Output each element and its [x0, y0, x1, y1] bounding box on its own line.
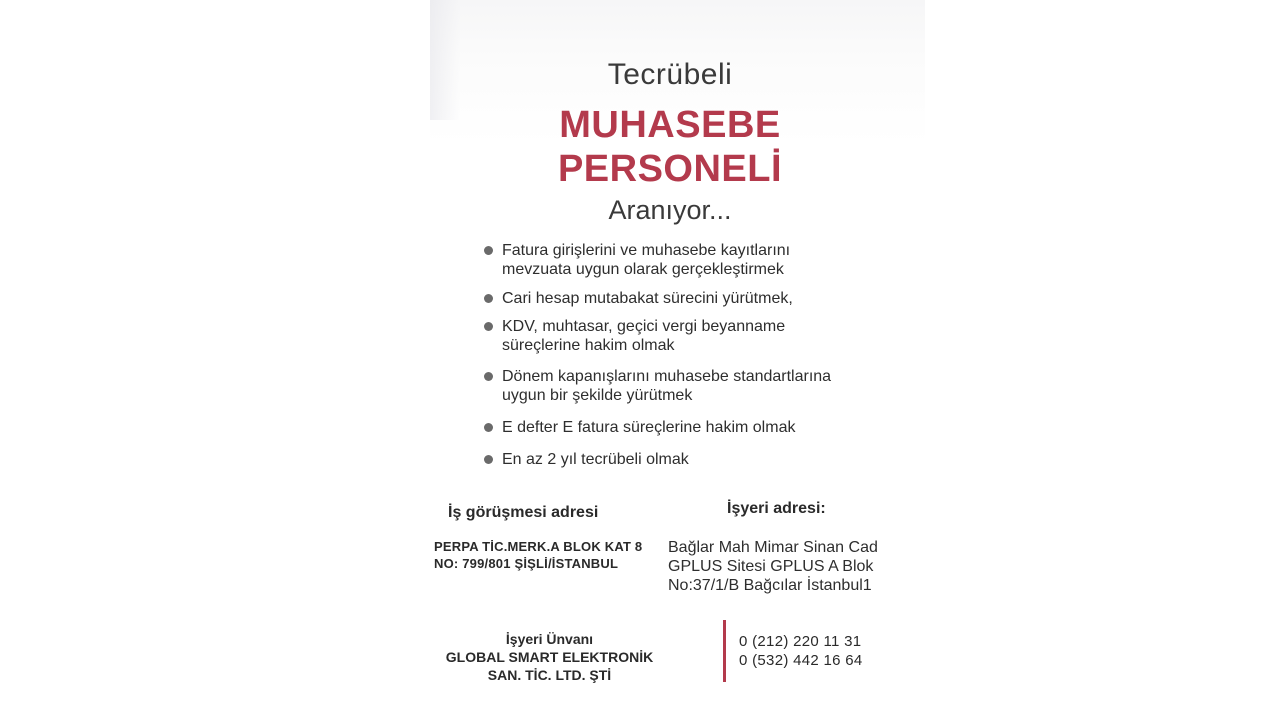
duty-line: süreçlerine hakim olmak [502, 337, 675, 354]
duty-line: Cari hesap mutabakat sürecini yürütmek, [502, 290, 793, 307]
experienced-heading: Tecrübeli [607, 58, 733, 91]
bullet-dot-icon [484, 294, 493, 303]
duty-item [480, 367, 880, 405]
duty-item [480, 418, 880, 437]
phone-number: 0 (212) 220 11 31 [739, 633, 862, 650]
duty-item [480, 241, 880, 279]
interview-address-label: İş görüşmesi adresi [448, 504, 599, 521]
duty-line: mevzuata uygun olarak gerçekleştirmek [502, 261, 784, 278]
workplace-address-line: No:37/1/B Bağcılar İstanbul1 [668, 577, 872, 594]
bullet-dot-icon [484, 246, 493, 255]
duty-line: KDV, muhtasar, geçici vergi beyanname [502, 318, 786, 335]
duty-line: E defter E fatura süreçlerine hakim olmak [502, 419, 796, 436]
duty-item [480, 450, 880, 469]
workplace-address-label: İşyeri adresi: [727, 500, 826, 517]
company-name-line: GLOBAL SMART ELEKTRONİK [445, 649, 654, 665]
interview-address-line: NO: 799/801 ŞİŞLİ/İSTANBUL [434, 556, 619, 571]
duty-line: Dönem kapanışlarını muhasebe standartlarına [502, 368, 832, 385]
bullet-dot-icon [484, 322, 493, 331]
bullet-dot-icon [484, 455, 493, 464]
duty-item [480, 317, 880, 355]
headline-line-2: PERSONELİ [557, 148, 783, 190]
duty-line: En az 2 yıl tecrübeli olmak [502, 451, 689, 468]
company-name-line: SAN. TİC. LTD. ŞTİ [487, 667, 612, 683]
bullet-dot-icon [484, 423, 493, 432]
phone-list [739, 632, 863, 670]
workplace-address-line: GPLUS Sitesi GPLUS A Blok [668, 558, 874, 575]
duty-item [480, 289, 880, 308]
interview-address [434, 538, 642, 572]
duty-line: uygun bir şekilde yürütmek [502, 387, 693, 404]
headline-line-1: MUHASEBE [559, 104, 781, 146]
wanted-subheading: Aranıyor... [608, 195, 732, 225]
duty-line: Fatura girişlerini ve muhasebe kayıtlarını [502, 242, 791, 259]
workplace-address-line: Bağlar Mah Mimar Sinan Cad [668, 539, 878, 556]
phone-number: 0 (532) 442 16 64 [739, 652, 863, 669]
company-title-label: İşyeri Ünvanı [505, 631, 594, 647]
contact-divider [723, 620, 726, 682]
company-info [432, 630, 667, 684]
interview-address-line: PERPA TİC.MERK.A BLOK KAT 8 [434, 539, 643, 554]
bullet-dot-icon [484, 372, 493, 381]
workplace-address [668, 538, 888, 595]
